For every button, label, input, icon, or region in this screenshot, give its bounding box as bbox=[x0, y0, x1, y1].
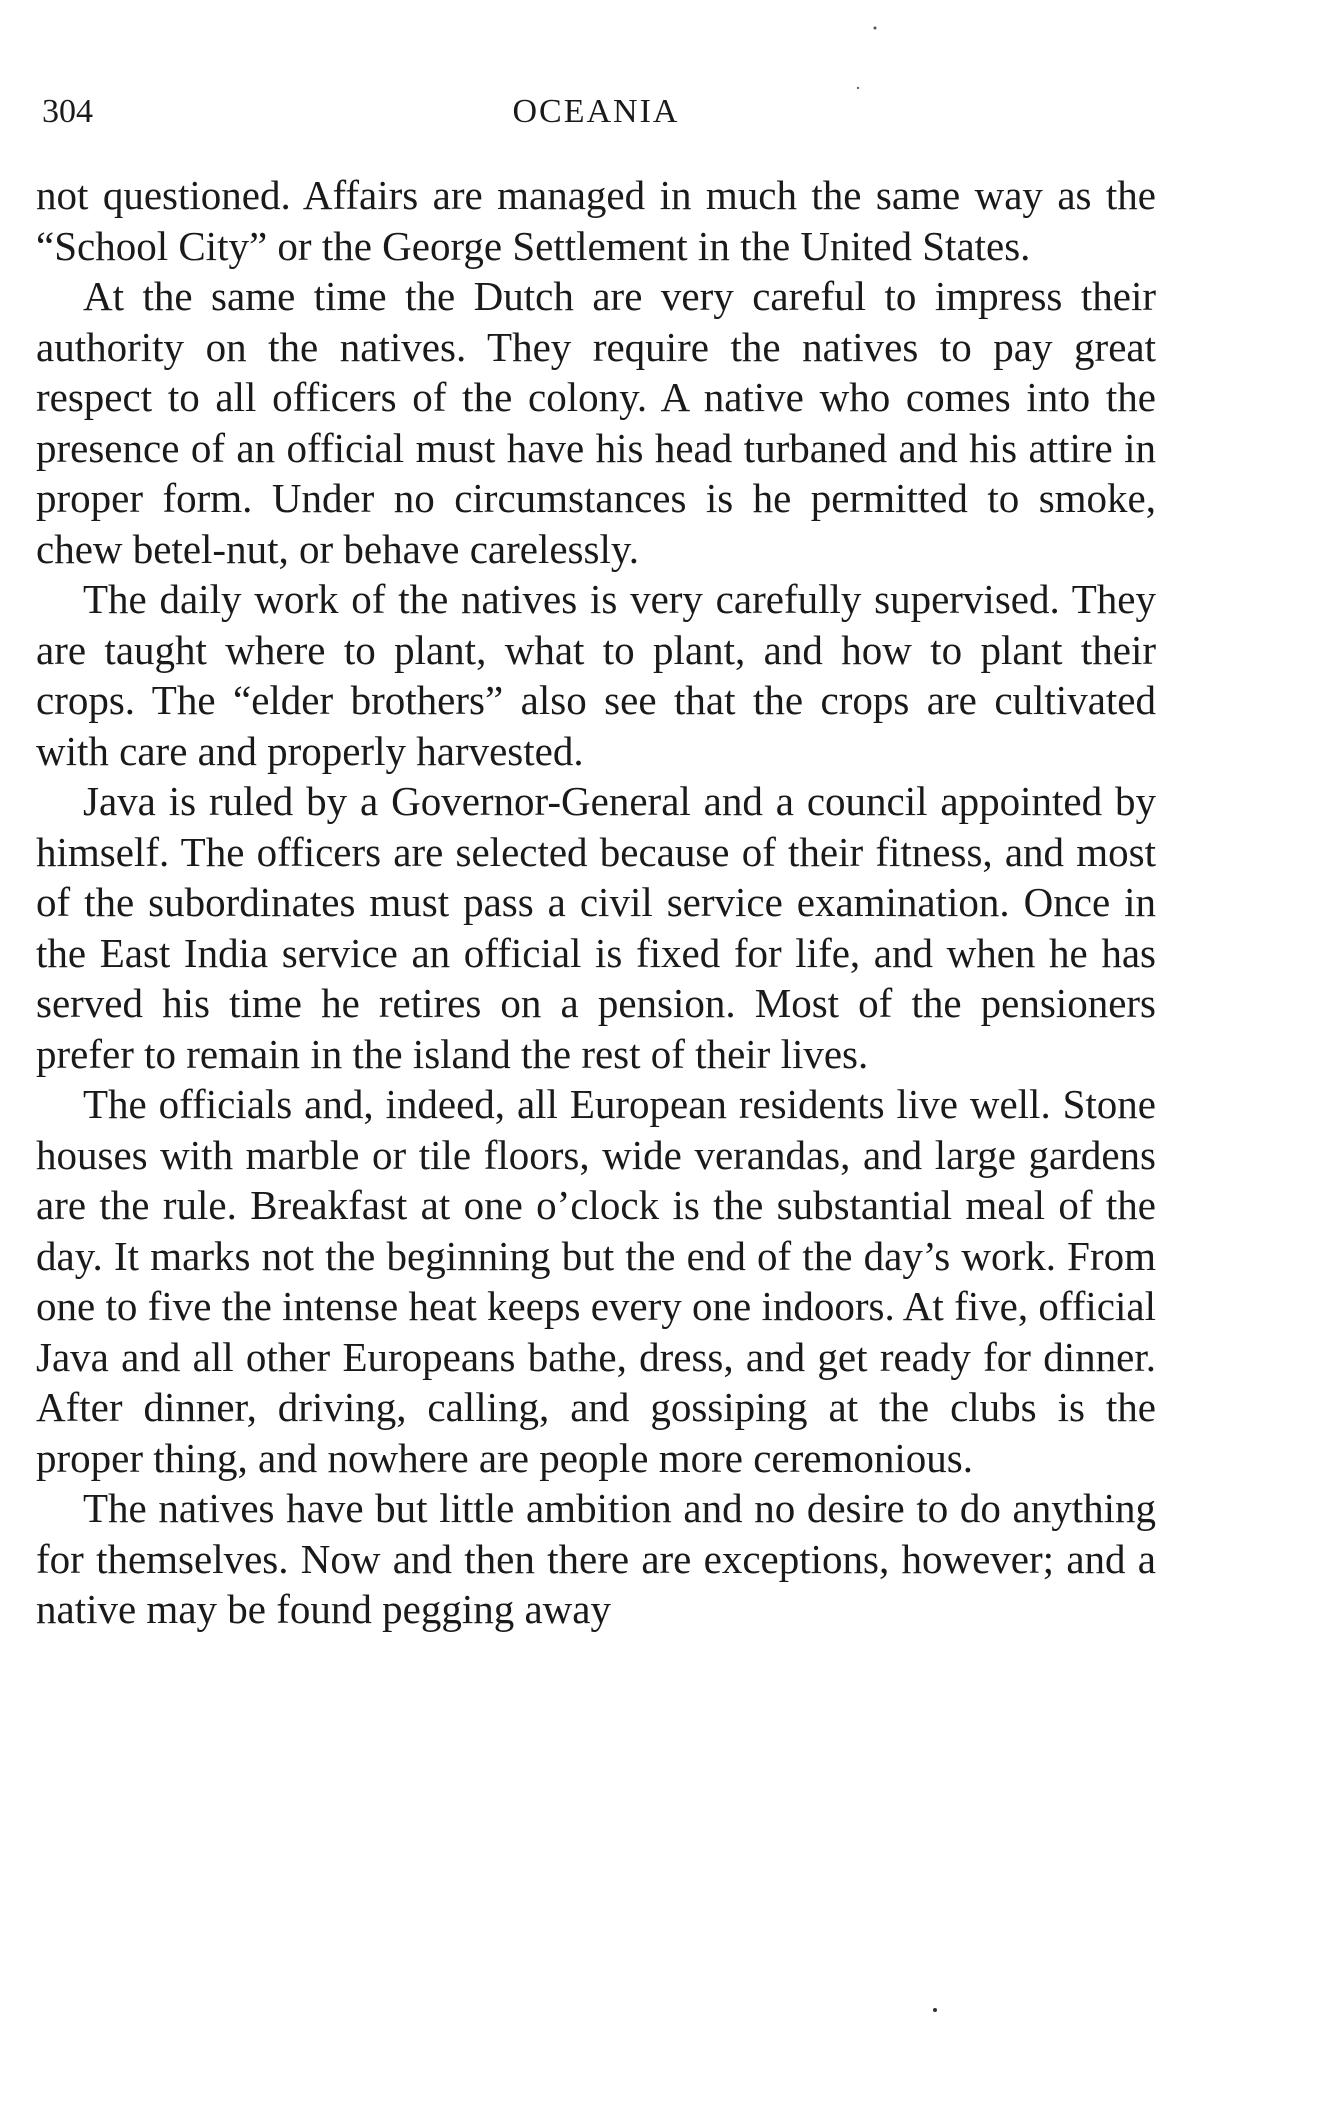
paragraph-2: At the same time the Dutch are very careful to impress their authority on the natives. They require the natives to pay great respect to all officers of the colony. A native who comes into the presence of an official must have his head turbaned and his attire in proper form. Under no circumstances is he permitted to smoke, chew betel-nut, or behave carelessly. bbox=[36, 273, 1156, 572]
paragraph-4: Java is ruled by a Governor-General and a council appointed by himself. The officers are selected because of their fitness, and most of the subordinates must pass a civil service examination. Once in the East India service an official is fixed for life, and when he has served his time he retires on a pension. Most of the pensioners prefer to remain in the island the rest of their lives. bbox=[36, 778, 1156, 1077]
running-head: OCEANIA bbox=[512, 93, 680, 130]
paragraph-5: The officials and, indeed, all European residents live well. Stone houses with marble or tile floors, wide verandas, and large gardens are the rule. Breakfast at one o’clock is the substantial meal of the day. It marks not the beginning but the end of the day’s work. From one to five the intense heat keeps every one indoors. At five, official Java and all other Europeans bathe, dress, and get ready for dinner. After dinner, driving, calling, and gossiping at the clubs is the proper thing, and nowhere are people more ceremonious. bbox=[36, 1081, 1156, 1481]
paragraph-3: The daily work of the natives is very carefully supervised. They are taught where to plant, what to plant, and how to plant their crops. The “elder brothers” also see that the crops are cultivated with care and properly harvested. bbox=[36, 576, 1156, 774]
paragraph-1: not questioned. Affairs are managed in much the same way as the “School City” or the George Settlement in the United States. bbox=[36, 172, 1156, 269]
page-number: 304 bbox=[42, 93, 93, 130]
paragraph-6: The natives have but little ambition and no desire to do anything for themselves. Now and then there are exceptions, however; and a native may be found pegging away bbox=[36, 1485, 1156, 1632]
